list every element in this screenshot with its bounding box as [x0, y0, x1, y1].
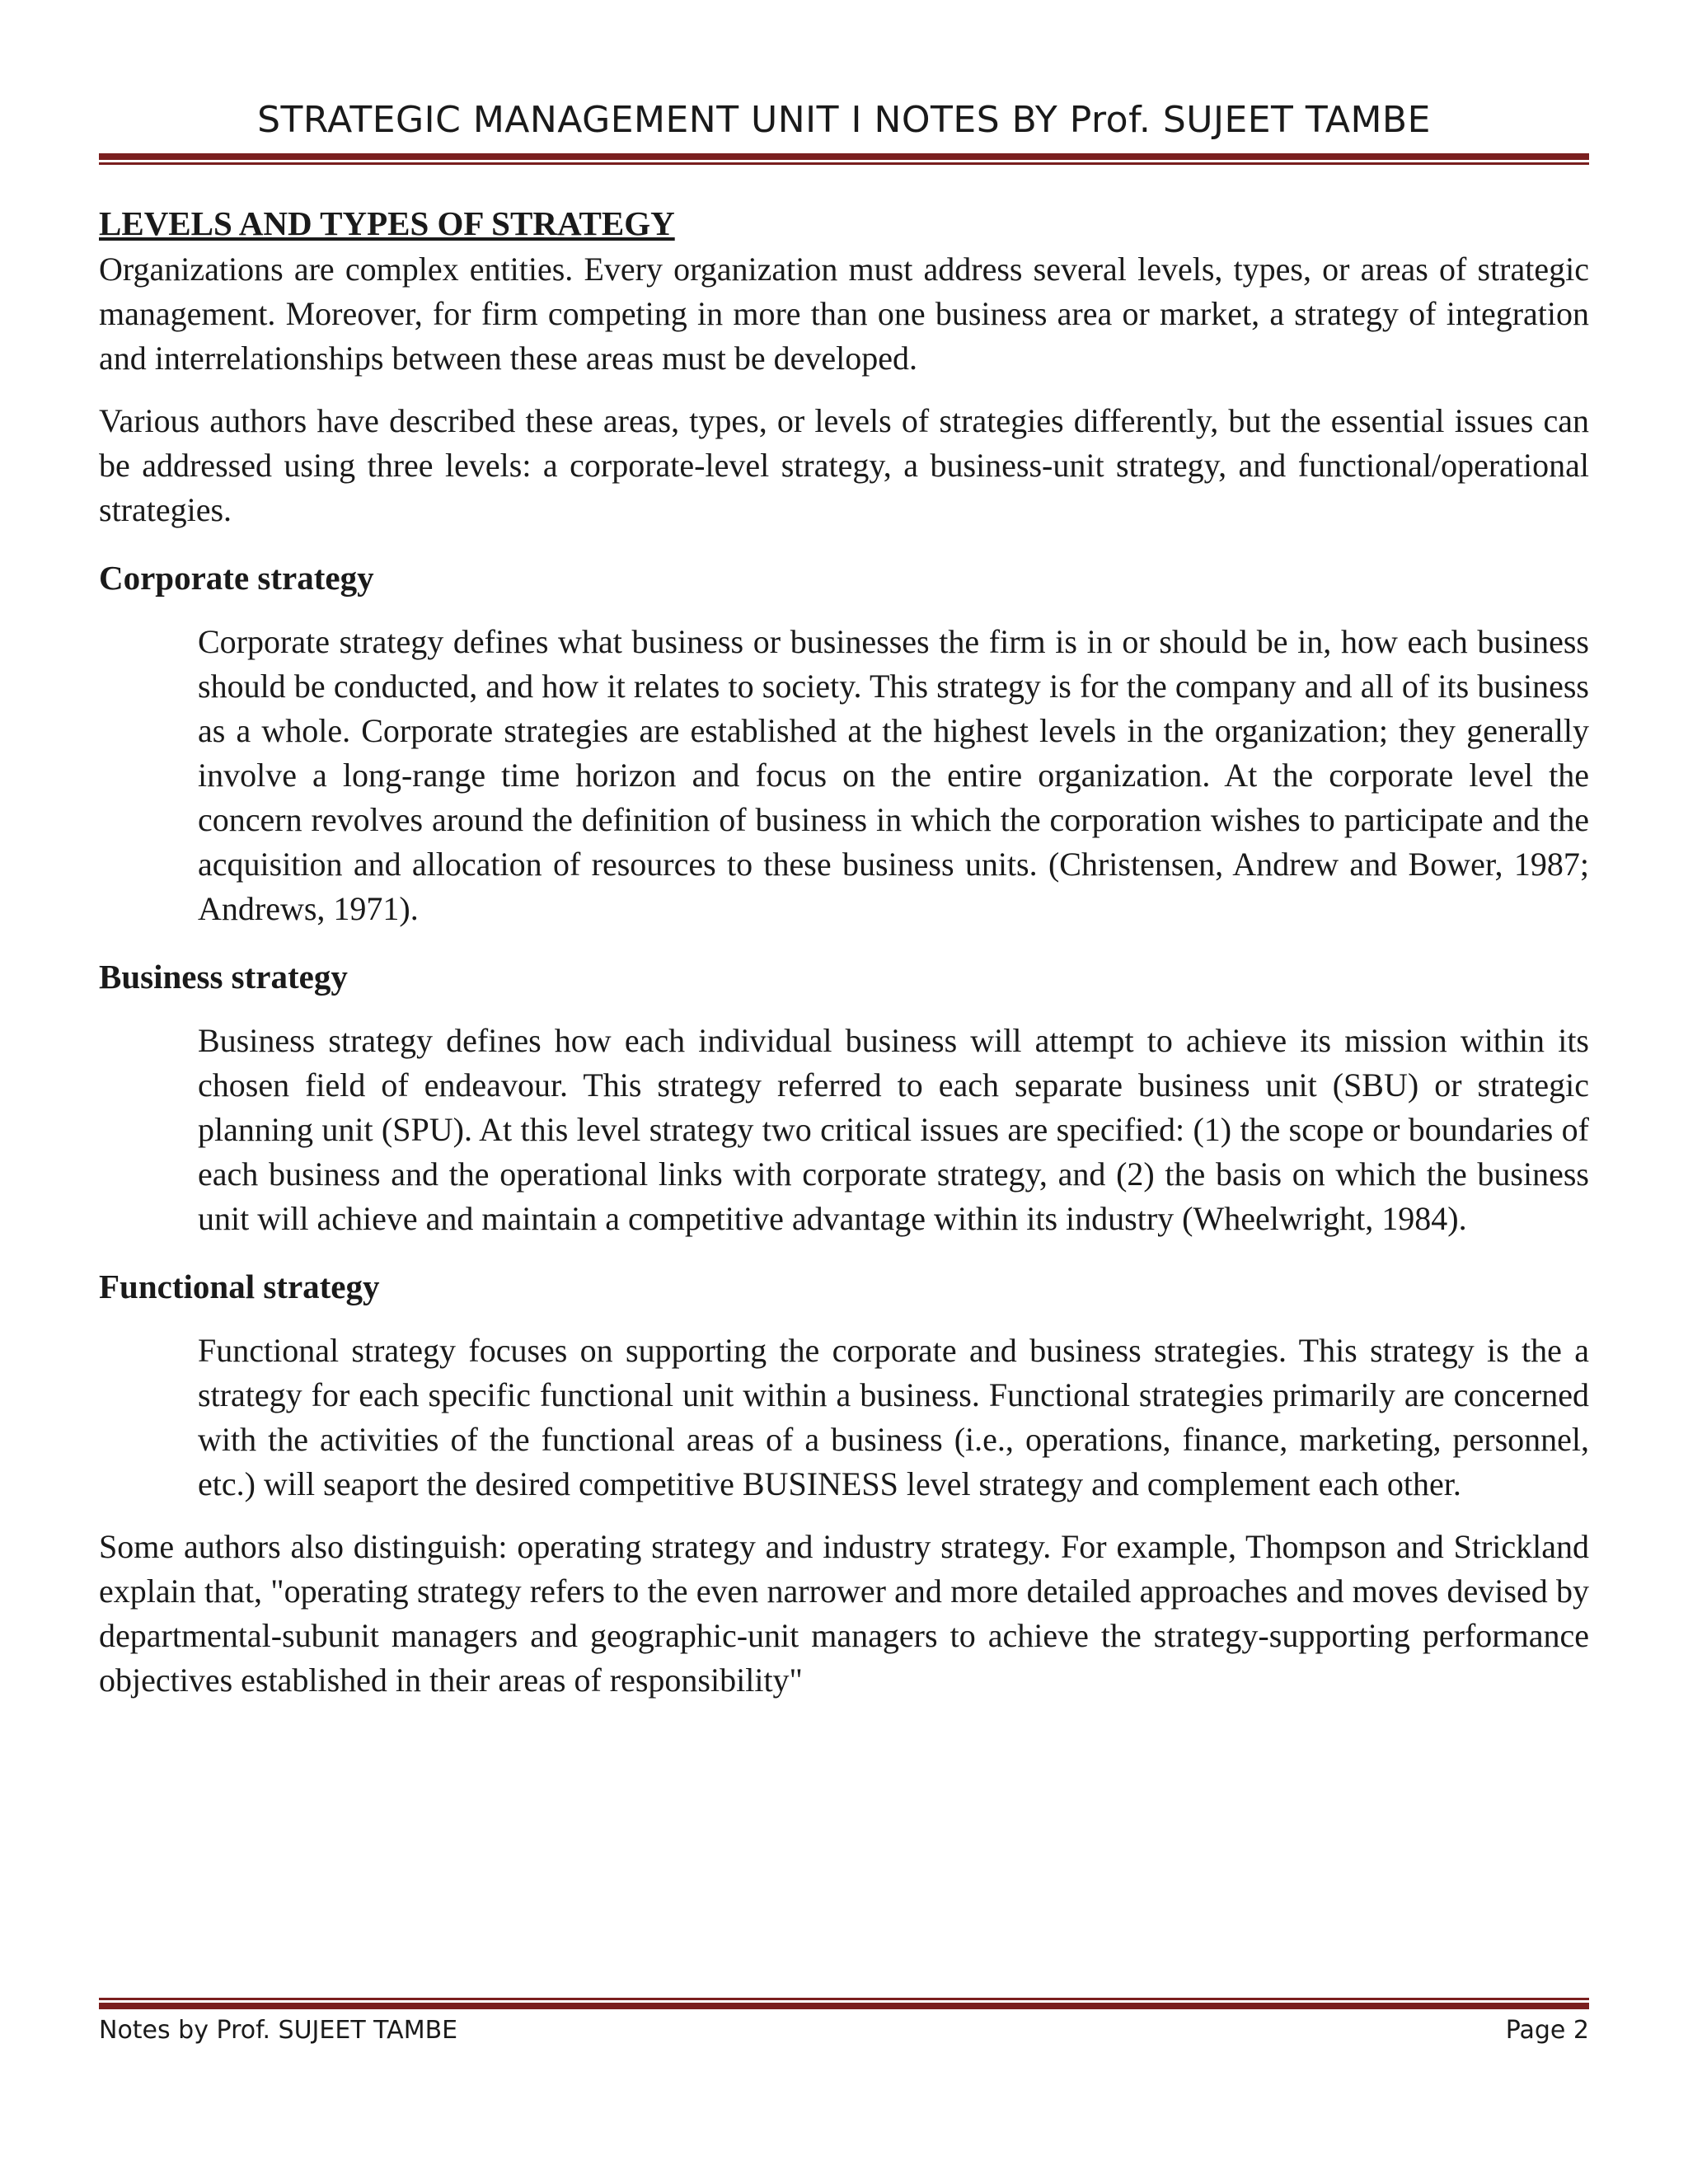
corporate-strategy-paragraph: Corporate strategy defines what business or businesses the firm is in or should be in, how each business should be conducted, and how it relates to society. This strategy is for the company and all of its business as a whole. Corporate strategies are established at the highest levels in the organization; they generally involve a long-range time horizon and focus on the entire organization. At the corporate level the concern revolves around the definition of business in which the corporation wishes to participate and the acquisition and allocation of resources to these business units. (Christensen, Andrew and Bower, 1987; Andrews, 1971).: [198, 623, 1589, 927]
corporate-strategy-heading: Corporate strategy: [99, 559, 374, 597]
page-footer: [99, 2013, 1589, 2049]
functional-strategy-paragraph: Functional strategy focuses on supporting the corporate and business strategies. This strategy is the a strategy for each specific functional unit within a business. Functional strategies primarily are concerned with the activities of the functional areas of a business (i.e., operations, finance, marketing, personnel, etc.) will seaport the desired competitive BUSINESS level strategy and complement each other.: [198, 1332, 1589, 1502]
intro-paragraph-2: Various authors have described these areas, types, or levels of strategies differently, but the essential issues can be addressed using three levels: a corporate-level strategy, a business-unit strategy, and functional/operational strategies.: [99, 402, 1589, 528]
functional-strategy-heading: Functional strategy: [99, 1268, 380, 1305]
header-rule: [99, 153, 1589, 165]
intro-paragraph-1: Organizations are complex entities. Every organization must address several levels, types, or areas of strategic management. Moreover, for firm competing in more than one business area or market, a strategy of integration and interrelationships between these areas must be developed.: [99, 251, 1589, 377]
closing-paragraph: Some authors also distinguish: operating strategy and industry strategy. For example, Thompson and Strickland explain that, "operating strategy refers to the even narrower and more detailed approaches and moves devised by departmental-subunit managers and geographic-unit managers to achieve the strategy-supporting performance objectives established in their areas of responsibility": [99, 1528, 1589, 1699]
page-number: Page 2: [1505, 2016, 1589, 2045]
business-strategy-heading: Business strategy: [99, 958, 348, 996]
document-body: [99, 201, 1589, 1721]
footer-rule: [99, 1998, 1589, 2009]
page-header-title: STRATEGIC MANAGEMENT UNIT I NOTES BY Prof. SUJEET TAMBE: [257, 99, 1431, 141]
document-page: [99, 0, 1589, 2184]
footer-author: Notes by Prof. SUJEET TAMBE: [99, 2016, 458, 2045]
section-heading: LEVELS AND TYPES OF STRATEGY: [99, 204, 675, 242]
business-strategy-paragraph: Business strategy defines how each individual business will attempt to achieve its mission within its chosen field of endeavour. This strategy referred to each separate business unit (SBU) or strategic planning unit (SPU). At this level strategy two critical issues are specified: (1) the scope or boundaries of each business and the operational links with corporate strategy, and (2) the basis on which the business unit will achieve and maintain a competitive advantage within its industry (Wheelwright, 1984).: [198, 1022, 1589, 1237]
